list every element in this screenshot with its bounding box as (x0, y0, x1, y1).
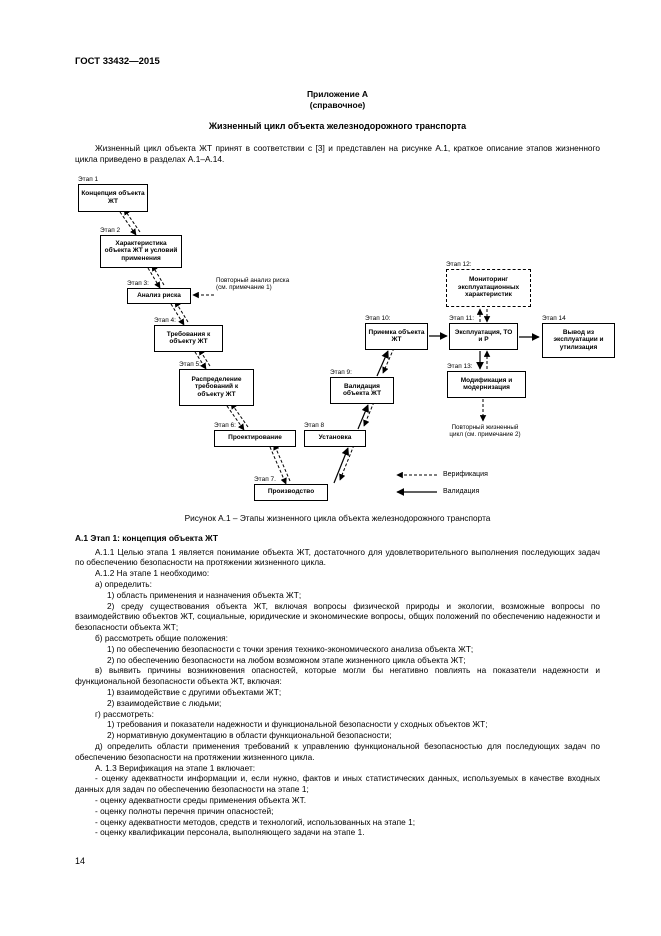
stage-8 (304, 421, 366, 447)
paragraph: - оценку полноты перечня причин опасностей; (95, 805, 274, 816)
stage-9-box: Валидация объекта ЖТ (330, 377, 394, 404)
stage-1-box: Концепция объекта ЖТ (78, 184, 148, 212)
paragraph: 1) по обеспечению безопасности с точки зрения технико-экономического анализа объекта ЖТ; (107, 643, 474, 654)
stage-6-box: Проектирование (214, 430, 296, 447)
paragraph: 2) среду существования объекта ЖТ, включая вопросы физической природы и экологии, возможные вопросы по взаимодействию объектов ЖТ, социальные, юридические и экономические вопросы, общих положений по обеспечению надежности и безопасности объекта ЖТ; (75, 600, 600, 633)
stage-14 (542, 314, 615, 358)
note-repeat-life-cycle: Повторный жизненный цикл (см. примечание 2) (449, 423, 521, 439)
note-repeat-risk-analysis: Повторный анализ риска (см. примечание 1) (216, 276, 290, 292)
page-number: 14 (75, 856, 86, 866)
paragraph: 2) по обеспечению безопасности на любом возможном этапе жизненного цикла объекта ЖТ; (107, 654, 466, 665)
paragraph: в) выявить причины возникновения опасностей, которые могли бы негативно повлиять на показатели надежности и функциональной безопасности объекта ЖТ, включая: (75, 665, 600, 687)
stage-5-id: Этап 5: (179, 360, 201, 368)
stage-1 (78, 175, 148, 212)
stage-4-box: Требования к объекту ЖТ (154, 325, 223, 352)
paragraph: 1) взаимодействие с другими объектами ЖТ; (107, 686, 282, 697)
stage-5-box: Распределение требований к объекту ЖТ (179, 369, 254, 406)
paragraph: 2) взаимодействие с людьми; (107, 697, 222, 708)
stage-11 (449, 314, 518, 350)
paragraph: д) определить области применения требований к управлению функциональной безопасностью для последующих задач по обеспечению безопасности на протяжении жизненного цикла. (75, 740, 600, 762)
legend-verification-label: Верификация (443, 470, 488, 478)
stage-12-id: Этап 12: (446, 260, 472, 268)
stage-8-id: Этап 8 (304, 421, 325, 429)
stage-3-box: Анализ риска (127, 288, 191, 304)
stage-9 (330, 368, 394, 404)
paragraph: - оценку адекватности среды применения объекта ЖТ. (95, 794, 307, 805)
paragraph: 2) нормативную документацию в области функциональной безопасности; (107, 730, 392, 741)
stage-14-id: Этап 14 (542, 314, 566, 322)
doc-number: ГОСТ 33432—2015 (75, 56, 160, 67)
stage-4-id: Этап 4: (154, 316, 176, 324)
paragraph: А.1.2 На этапе 1 необходимо: (95, 568, 210, 579)
paragraph: 1) область применения и назначения объекта ЖТ; (107, 589, 302, 600)
stage-14-box: Вывод из эксплуатации и утилизация (542, 323, 615, 358)
paragraph: б) рассмотреть общие положения: (95, 632, 228, 643)
stage-13-id: Этап 13: (447, 362, 473, 370)
stage-8-box: Установка (304, 430, 366, 447)
stage-3 (127, 279, 191, 304)
legend-validation-label: Валидация (443, 487, 480, 495)
section-heading: А.1 Этап 1: концепция объекта ЖТ (75, 532, 218, 543)
stage-13-box: Модификация и модернизация (447, 371, 526, 398)
stage-11-box: Эксплуатация, ТО и Р (449, 323, 518, 350)
stage-3-id: Этап 3: (127, 279, 149, 287)
stage-10 (365, 314, 428, 350)
paragraph: а) определить: (95, 578, 152, 589)
stage-6 (214, 421, 296, 447)
stage-10-box: Приемка объекта ЖТ (365, 323, 428, 350)
stage-9-id: Этап 9: (330, 368, 352, 376)
stage-12-box: Мониторинг эксплуатационных характеристик (446, 269, 531, 307)
stage-5 (179, 360, 254, 406)
paragraph: - оценку адекватности методов, средств и технологий, использованных на этапе 1; (95, 816, 416, 827)
figure-caption: Рисунок А.1 – Этапы жизненного цикла объекта железнодорожного транспорта (184, 512, 491, 523)
paragraph: А.1.1 Целью этапа 1 является понимание объекта ЖТ, достаточного для удовлетворительного выполнения последующих задач по обеспечению безопасности на протяжении жизненного цикла. (75, 546, 600, 568)
paragraph: г) рассмотреть: (95, 708, 154, 719)
stage-7-id: Этап 7. (254, 475, 276, 483)
stage-7 (254, 475, 328, 501)
appendix-title: Приложение А (306, 89, 369, 99)
lifecycle-diagram (75, 171, 620, 507)
stage-6-id: Этап 6: (214, 421, 236, 429)
paragraph: - оценку адекватности информации и, если нужно, фактов и иных статистических данных, используемых в качестве входных данных для задач по обеспечению безопасности на этапе 1; (75, 773, 600, 795)
stage-7-box: Производство (254, 484, 328, 501)
stage-1-id: Этап 1 (78, 175, 99, 183)
stage-2-box: Характеристика объекта ЖТ и условий применения (100, 235, 182, 268)
intro-paragraph: Жизненный цикл объекта ЖТ принят в соответствии с [3] и представлен на рисунке А.1, краткое описание этапов жизненного цикла приведено в разделах А.1–А.14. (75, 143, 600, 164)
stage-13 (447, 362, 526, 398)
stage-11-id: Этап 11: (449, 314, 475, 322)
appendix-subtitle: (справочное) (309, 100, 366, 110)
appendix-heading: Жизненный цикл объекта железнодорожного транспорта (208, 121, 467, 131)
stage-2 (100, 226, 182, 268)
stage-10-id: Этап 10: (365, 314, 391, 322)
paragraph: - оценку квалификации персонала, выполняющего задачи на этапе 1. (95, 827, 365, 838)
stage-12 (446, 260, 531, 307)
stage-2-id: Этап 2 (100, 226, 121, 234)
paragraph: А. 1.3 Верификация на этапе 1 включает: (95, 762, 256, 773)
paragraph: 1) требования и показатели надежности и функциональной безопасности у сходных объектов ЖТ; (107, 719, 488, 730)
stage-4 (154, 316, 223, 352)
